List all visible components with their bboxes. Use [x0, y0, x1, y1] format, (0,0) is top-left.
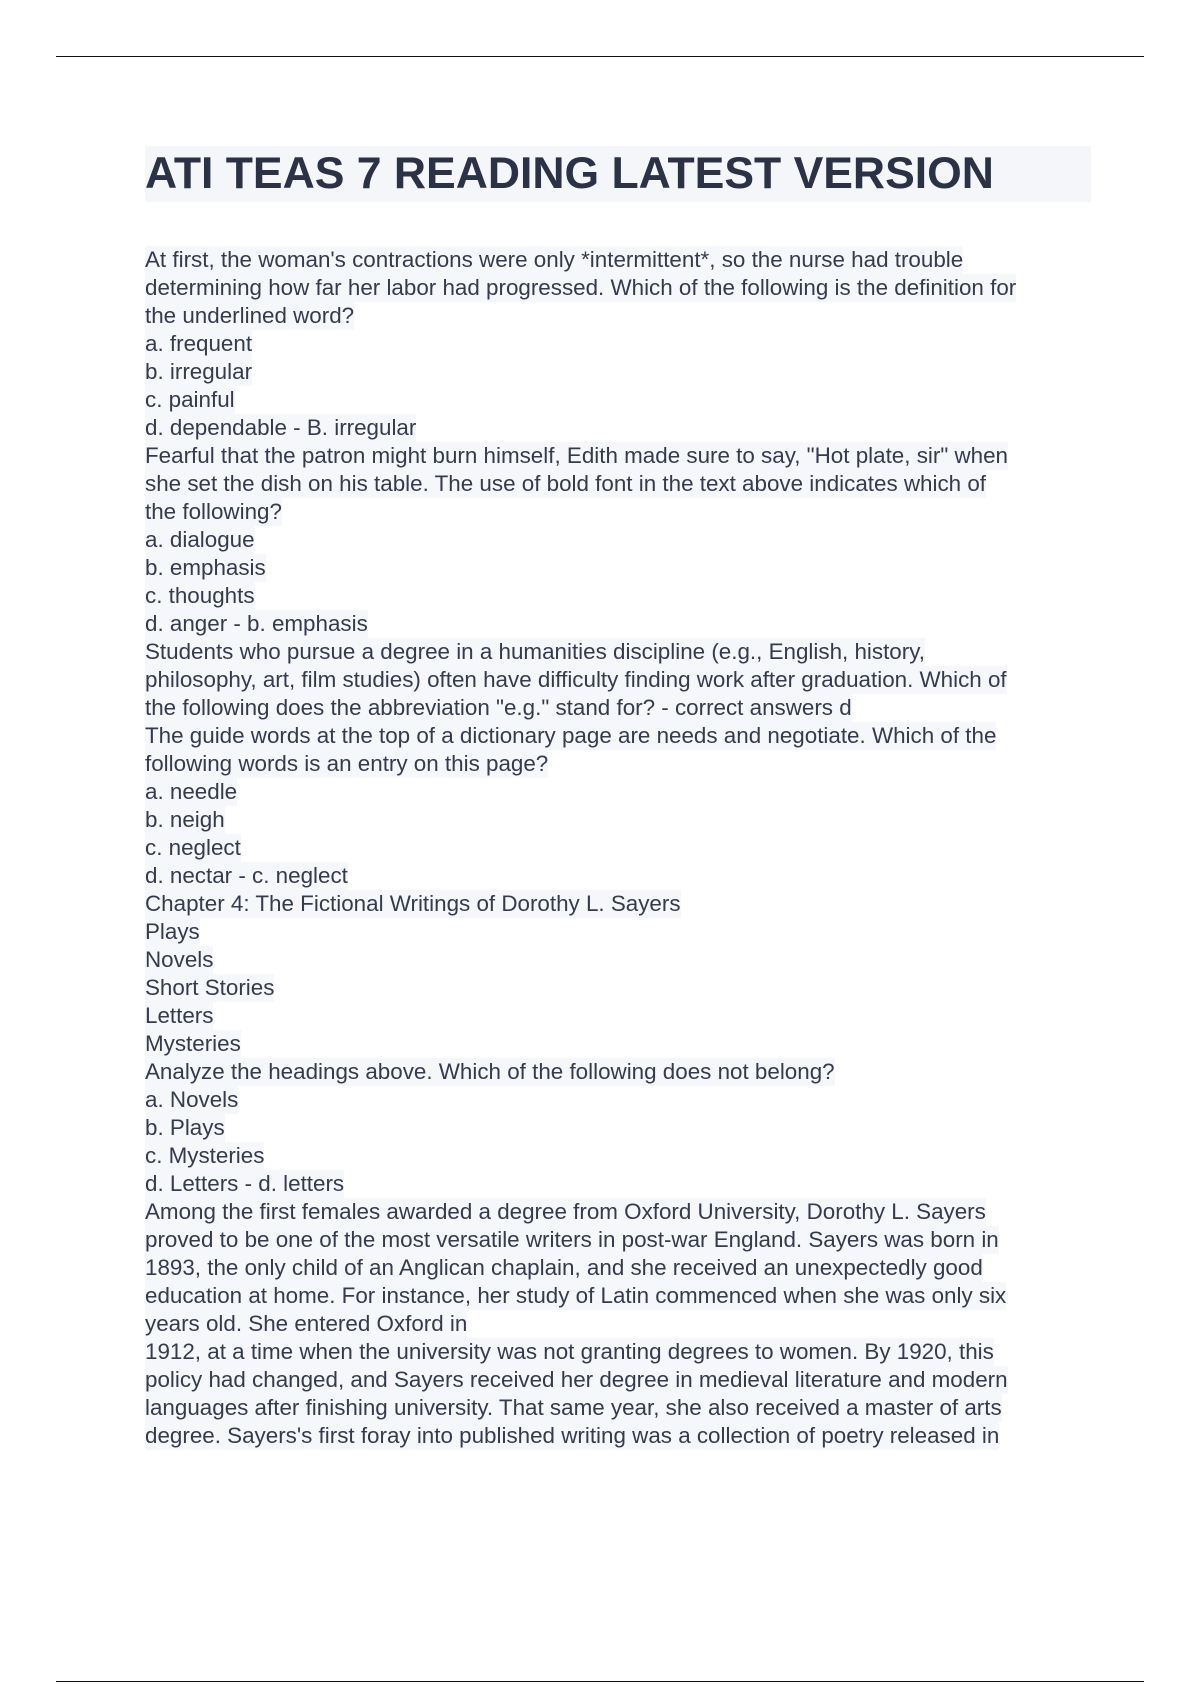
document-body: [145, 246, 1105, 1450]
answer-option: d. nectar - c. neglect: [145, 863, 348, 888]
answer-option: d. anger - b. emphasis: [145, 611, 368, 636]
heading-item: Short Stories: [145, 975, 275, 1000]
text-line: Chapter 4: The Fictional Writings of Dorothy L. Sayers: [145, 891, 681, 916]
text-line: determining how far her labor had progressed. Which of the following is the definition for: [145, 275, 1017, 300]
question-block-4: [145, 722, 1105, 890]
text-line: Among the first females awarded a degree from Oxford University, Dorothy L. Sayers: [145, 1199, 986, 1224]
question-block-1: [145, 246, 1105, 442]
text-line: the underlined word?: [145, 303, 355, 328]
text-line: proved to be one of the most versatile writers in post-war England. Sayers was born in: [145, 1227, 999, 1252]
answer-option: b. irregular: [145, 359, 253, 384]
text-line: At first, the woman's contractions were only *intermittent*, so the nurse had trouble: [145, 247, 964, 272]
question-block-5: [145, 890, 1105, 1198]
question-block-3: [145, 638, 1105, 722]
text-line: the following?: [145, 499, 282, 524]
answer-option: a. dialogue: [145, 527, 255, 552]
text-line: years old. She entered Oxford in: [145, 1311, 468, 1336]
bottom-rule: [56, 1681, 1144, 1682]
text-line: Students who pursue a degree in a humanities discipline (e.g., English, history,: [145, 639, 925, 664]
answer-option: b. neigh: [145, 807, 225, 832]
answer-option: c. thoughts: [145, 583, 255, 608]
text-line: Fearful that the patron might burn himself, Edith made sure to say, "Hot plate, sir" when: [145, 443, 1009, 468]
answer-option: a. needle: [145, 779, 238, 804]
answer-option: c. painful: [145, 387, 235, 412]
answer-option: b. emphasis: [145, 555, 266, 580]
text-line: the following does the abbreviation "e.g." stand for? - correct answers d: [145, 695, 852, 720]
text-line: 1912, at a time when the university was not granting degrees to women. By 1920, this: [145, 1339, 994, 1364]
answer-option: d. Letters - d. letters: [145, 1171, 345, 1196]
question-block-2: [145, 442, 1105, 638]
answer-option: c. neglect: [145, 835, 241, 860]
text-line: 1893, the only child of an Anglican chaplain, and she received an unexpectedly good: [145, 1255, 983, 1280]
answer-option: b. Plays: [145, 1115, 225, 1140]
text-line: languages after finishing university. That same year, she also received a master of arts: [145, 1395, 1002, 1420]
answer-option: a. Novels: [145, 1087, 239, 1112]
text-line: degree. Sayers's first foray into published writing was a collection of poetry released in: [145, 1423, 1000, 1448]
text-line: philosophy, art, film studies) often have difficulty finding work after graduation. Which of: [145, 667, 1007, 692]
text-line: she set the dish on his table. The use of bold font in the text above indicates which of: [145, 471, 987, 496]
text-line: education at home. For instance, her study of Latin commenced when she was only six: [145, 1283, 1007, 1308]
heading-item: Plays: [145, 919, 200, 944]
answer-option: d. dependable - B. irregular: [145, 415, 417, 440]
text-line: The guide words at the top of a dictionary page are needs and negotiate. Which of the: [145, 723, 997, 748]
top-rule: [56, 56, 1144, 57]
answer-option: a. frequent: [145, 331, 253, 356]
heading-item: Novels: [145, 947, 214, 972]
text-line: policy had changed, and Sayers received her degree in medieval literature and modern: [145, 1367, 1008, 1392]
text-line: following words is an entry on this page?: [145, 751, 549, 776]
passage-block: [145, 1198, 1105, 1450]
heading-item: Mysteries: [145, 1031, 241, 1056]
document-title: ATI TEAS 7 READING LATEST VERSION: [145, 146, 1091, 202]
answer-option: c. Mysteries: [145, 1143, 265, 1168]
text-line: Analyze the headings above. Which of the following does not belong?: [145, 1059, 835, 1084]
heading-item: Letters: [145, 1003, 214, 1028]
